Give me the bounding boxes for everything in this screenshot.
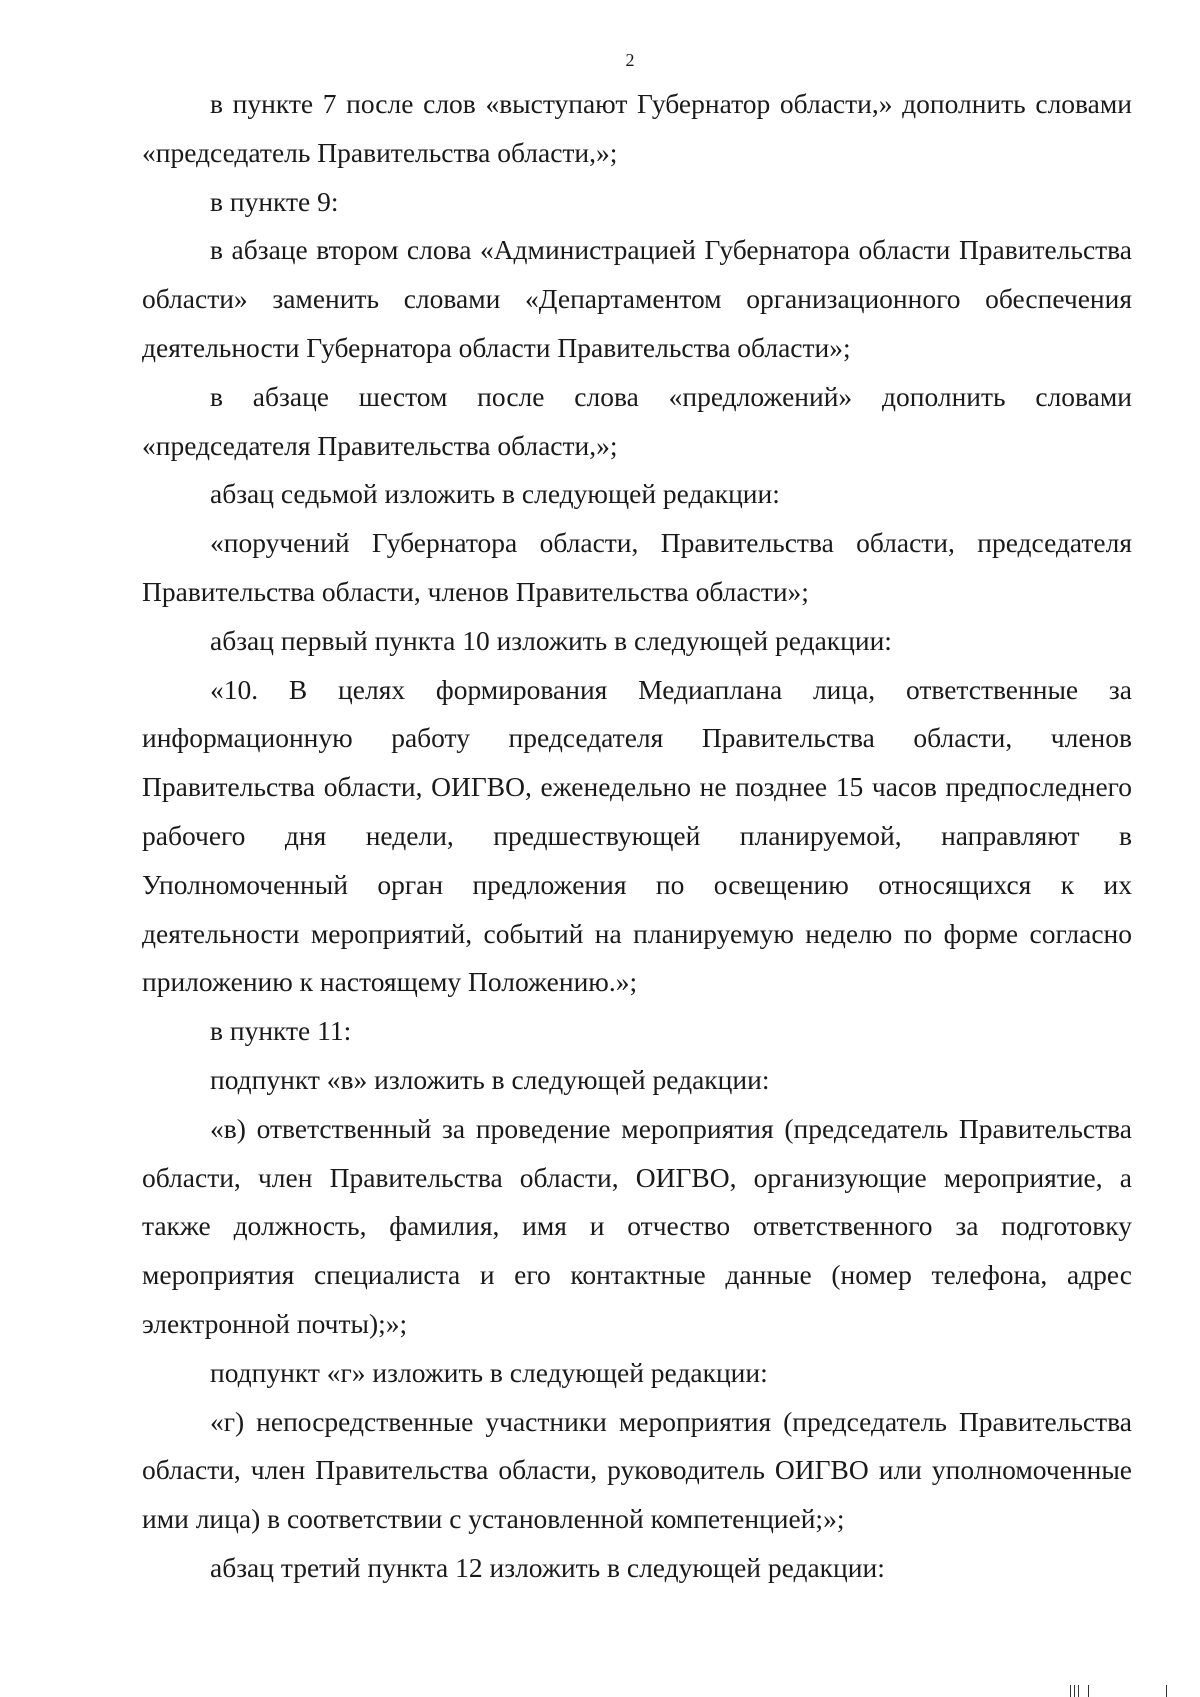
paragraph-point-9-second: в абзаце втором слова «Администрацией Губернатора области Правительства области» заменить словами «Департаментом организационного обеспечения деятельности Губернатора области Правительства области»; (142, 234, 1132, 363)
paragraph-point-11: в пункте 11: (210, 1015, 352, 1047)
paragraph-point-9-seventh: абзац седьмой изложить в следующей редакции: (210, 478, 780, 510)
paragraph-point-10-text: «10. В целях формирования Медиаплана лица, ответственные за информационную работу председателя Правительства области, членов Правительства области, ОИГВО, еженедельно не позднее 15 часов предпоследнего рабочего дня недели, предшествующей планируемой, направляют в Уполномоченный орган предложения по освещению относящихся к их деятельности мероприятий, событий на планируемую неделю по форме согласно приложению к настоящему Положению.»; (142, 673, 1132, 998)
scan-edge-mark (1166, 1685, 1167, 1697)
scan-edge-mark (1088, 1685, 1089, 1697)
paragraph-point-10: абзац первый пункта 10 изложить в следующей редакции: (210, 624, 892, 656)
paragraph-seventh-text: «поручений Губернатора области, Правительства области, председателя Правительства области, членов Правительства области»; (142, 527, 1132, 607)
paragraph-point-9-sixth: в абзаце шестом после слова «предложений» дополнить словами «председателя Правительства области,»; (142, 380, 1132, 461)
paragraph-subpoint-v-text: «в) ответственный за проведение мероприятия (председатель Правительства области, член Правительства области, ОИГВО, организующие мероприятие, а также должность, фамилия, имя и отчество ответственного за подготовку мероприятия специалиста и его контактные данные (номер телефона, адрес электронной почты);»; (142, 1112, 1132, 1339)
scan-edge-mark (1070, 1685, 1071, 1697)
document-body (142, 80, 1132, 1593)
scan-edge-mark (1078, 1685, 1079, 1697)
page-number: 2 (625, 50, 635, 70)
paragraph-subpoint-g-text: «г) непосредственные участники мероприятия (председатель Правительства области, член Правительства области, руководитель ОИГВО или уполномоченные ими лица) в соответствии с установленной компетенцией;»; (142, 1405, 1132, 1535)
scan-edge-mark (1074, 1685, 1075, 1697)
paragraph-point-12: абзац третий пункта 12 изложить в следующей редакции: (210, 1551, 885, 1583)
scan-edge-marks (1066, 1683, 1176, 1697)
paragraph-subpoint-v: подпункт «в» изложить в следующей редакции: (210, 1063, 770, 1095)
paragraph-point-7: в пункте 7 после слов «выступают Губернатор области,» дополнить словами «председатель Правительства области,»; (142, 88, 1132, 168)
paragraph-subpoint-g: подпункт «г» изложить в следующей редакции: (210, 1356, 768, 1388)
paragraph-point-9: в пункте 9: (210, 185, 339, 217)
